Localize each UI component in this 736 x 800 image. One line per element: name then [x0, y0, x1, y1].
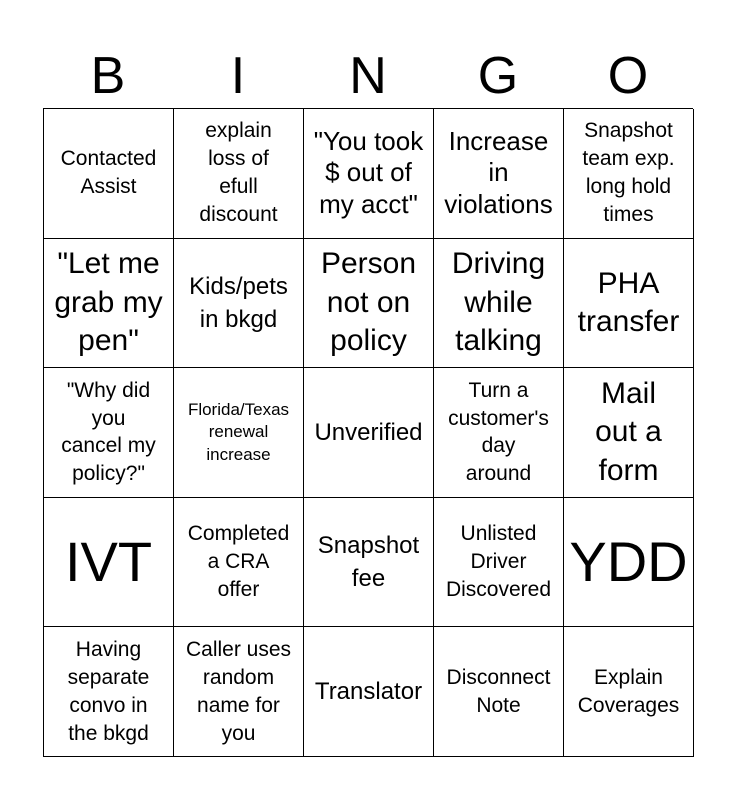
cell-text: "Why did you cancel my policy?"	[61, 378, 156, 486]
bingo-cell-3-3[interactable]	[304, 368, 434, 498]
cell-text: Snapshot fee	[317, 531, 420, 593]
bingo-cell-5-5[interactable]	[564, 627, 694, 757]
bingo-cell-4-1[interactable]	[44, 498, 174, 628]
cell-text: Increase in violations	[444, 125, 553, 220]
bingo-cell-1-2[interactable]	[174, 109, 304, 239]
cell-text: PHA transfer	[577, 266, 680, 338]
bingo-cell-3-5[interactable]	[564, 368, 694, 498]
cell-text: Caller uses random name for you	[185, 637, 292, 745]
bingo-cell-3-2[interactable]	[174, 368, 304, 498]
bingo-cell-2-1[interactable]	[44, 239, 174, 369]
bingo-cell-1-3[interactable]	[304, 109, 434, 239]
header-letter-o: O	[607, 47, 649, 105]
cell-text: Person not on policy	[320, 247, 417, 358]
header-letter-n: N	[349, 47, 387, 105]
bingo-cell-5-4[interactable]	[434, 627, 564, 757]
bingo-cell-2-5[interactable]	[564, 239, 694, 369]
cell-text: Completed a CRA offer	[187, 522, 290, 602]
bingo-cell-3-4[interactable]	[434, 368, 564, 498]
cell-text: Translator	[314, 678, 423, 706]
cell-text: "You took $ out of my acct"	[313, 125, 424, 220]
cell-text: YDD	[569, 530, 688, 594]
bingo-cell-3-1[interactable]	[44, 368, 174, 498]
header-letter-i: I	[230, 47, 246, 105]
cell-text: explain loss of efull discount	[199, 119, 278, 227]
header-letter-b: B	[90, 47, 126, 105]
bingo-cell-4-2[interactable]	[174, 498, 304, 628]
bingo-cell-2-3[interactable]	[304, 239, 434, 369]
cell-text: Disconnect Note	[446, 665, 551, 717]
cell-text: "Let me grab my pen"	[54, 247, 163, 358]
bingo-cell-5-1[interactable]	[44, 627, 174, 757]
bingo-cell-1-4[interactable]	[434, 109, 564, 239]
cell-text: Mail out a form	[595, 376, 662, 487]
cell-text: Contacted Assist	[60, 147, 157, 199]
cell-text: Explain Coverages	[577, 665, 680, 717]
cell-text: Unverified	[314, 418, 423, 446]
bingo-cell-4-4[interactable]	[434, 498, 564, 628]
bingo-cell-5-3[interactable]	[304, 627, 434, 757]
cell-text: Florida/Texas renewal increase	[187, 400, 290, 464]
cell-text: Driving while talking	[451, 247, 546, 358]
cell-text: Unlisted Driver Discovered	[445, 522, 552, 602]
cell-text: Having separate convo in the bkgd	[67, 637, 150, 745]
bingo-cell-1-5[interactable]	[564, 109, 694, 239]
cell-text: IVT	[64, 530, 153, 594]
bingo-cell-4-5[interactable]	[564, 498, 694, 628]
bingo-cell-5-2[interactable]	[174, 627, 304, 757]
bingo-grid	[43, 108, 693, 757]
header-letter-g: G	[477, 47, 519, 105]
cell-text: Snapshot team exp. long hold times	[582, 119, 675, 227]
bingo-cell-1-1[interactable]	[44, 109, 174, 239]
cell-text: Turn a customer's day around	[448, 378, 549, 486]
bingo-cell-2-4[interactable]	[434, 239, 564, 369]
cell-text: Kids/pets in bkgd	[189, 272, 288, 333]
bingo-cell-4-3[interactable]	[304, 498, 434, 628]
bingo-cell-2-2[interactable]	[174, 239, 304, 369]
bingo-header	[43, 46, 693, 106]
